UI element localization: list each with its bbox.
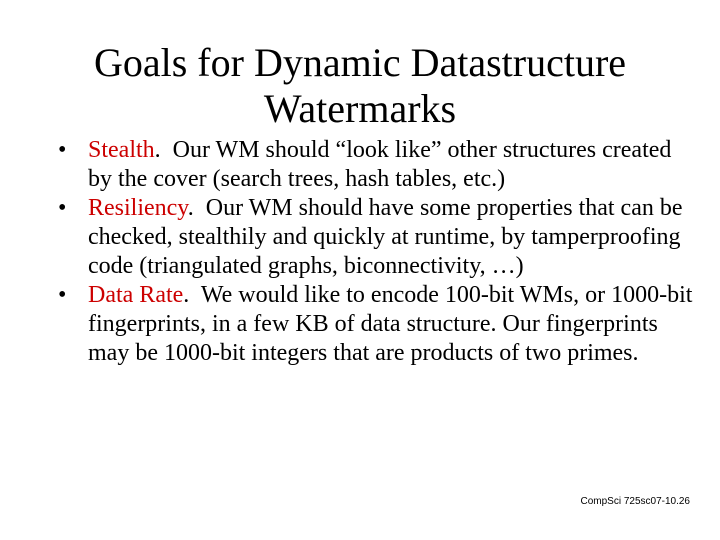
bullet-term: Data Rate (88, 282, 184, 308)
bullet-list (58, 136, 698, 368)
bullet-term: Stealth (88, 137, 155, 163)
bullet-text: We would like to encode 100-bit WMs, or 1000-bit fingerprints, in a few KB of data structure. Our fingerprints may be 1000-bit integers that are products of two primes. (88, 282, 693, 366)
bullet-separator: . (183, 282, 201, 308)
bullet-icon: • (58, 195, 67, 221)
bullet-term: Resiliency (88, 195, 188, 221)
bullet-item-data-rate (58, 281, 698, 368)
bullet-separator: . (154, 137, 173, 163)
bullet-item-stealth (58, 136, 698, 194)
bullet-icon: • (58, 282, 67, 308)
bullet-text: Our WM should have some properties that can be checked, stealthily and quickly at runtime, by tamperproofing code (triangulated graphs, biconnectivity, …) (88, 195, 683, 279)
bullet-item-resiliency (58, 194, 698, 281)
bullet-text: Our WM should “look like” other structures created by the cover (search trees, hash tables, etc.) (88, 137, 672, 192)
slide-title: Goals for Dynamic Datastructure Watermarks (93, 40, 627, 131)
bullet-icon: • (58, 137, 67, 163)
slide-footer: CompSci 725sc07-10.26 (580, 496, 690, 507)
bullet-separator: . (187, 195, 206, 221)
